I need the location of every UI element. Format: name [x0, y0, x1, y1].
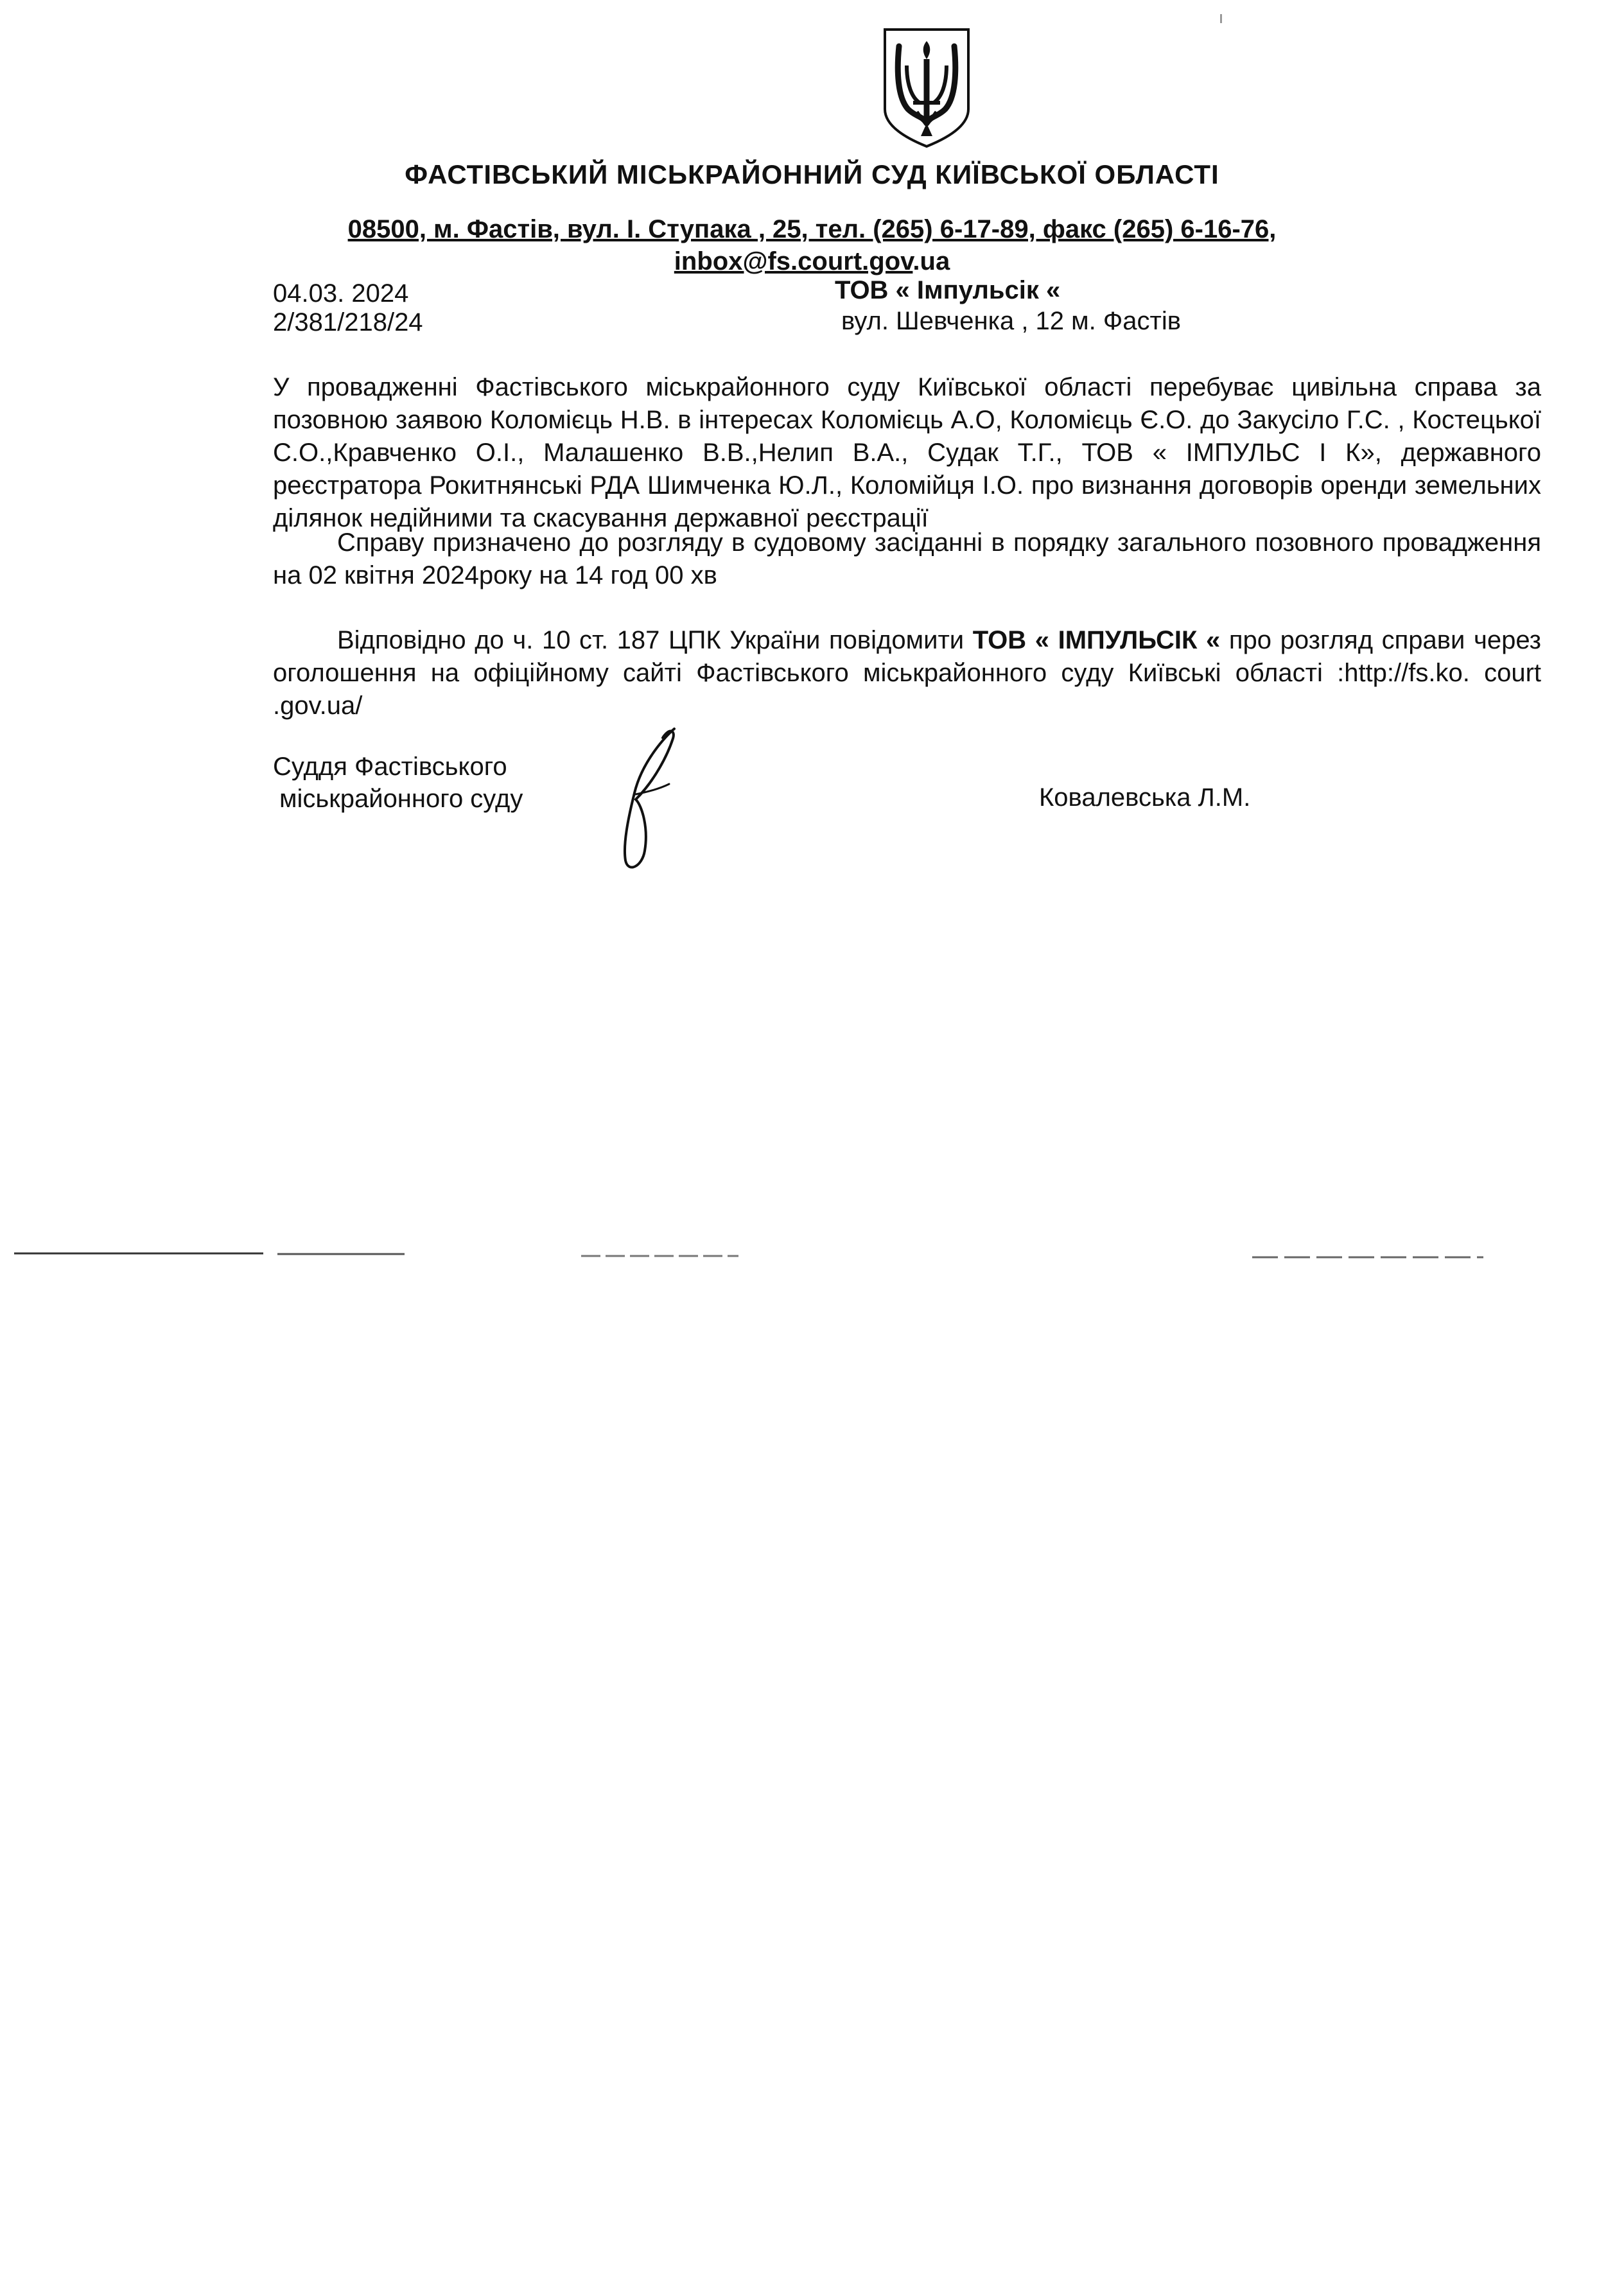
court-email — [0, 247, 1624, 276]
court-address: 08500, м. Фастів, вул. І. Ступака , 25, тел. (265) 6-17-89, факс (265) 6-16-76, — [347, 215, 1277, 243]
document-date: 04.03. 2024 — [273, 279, 409, 308]
email-suffix: .ua — [912, 247, 950, 275]
recipient-name: ТОВ « Імпульсік « — [835, 276, 1061, 304]
outgoing-number: 2/381/218/24 — [273, 308, 423, 336]
judge-position-line-1: Суддя Фастівського — [273, 753, 507, 781]
body-paragraph-2: Справу призначено до розгляду в судовому засіданні в порядку загального позовного провадження на 02 квітня 2024року на 14 год 00 хв — [273, 528, 1541, 589]
handwritten-signature-icon — [597, 722, 687, 876]
paragraph3-text-after: про розгляд справи через оголошення на офіційному сайті Фастівського міськрайонного суду Київські області :http://fs.ko. court .gov.ua/ — [273, 626, 1542, 720]
paragraph3-recipient: ТОВ « ІМПУЛЬСІК « — [972, 626, 1221, 654]
body-paragraph-3 — [273, 624, 1541, 722]
scan-artifact — [1220, 14, 1222, 23]
judge-name: Ковалевська Л.М. — [1039, 783, 1251, 812]
judge-position-line-2: міськрайонного суду — [279, 785, 523, 813]
recipient-address: вул. Шевченка , 12 м. Фастів — [841, 307, 1182, 335]
court-title: ФАСТІВСЬКИЙ МІСЬКРАЙОННИЙ СУД КИЇВСЬКОЇ ОБЛАСТІ — [405, 159, 1219, 189]
email-link[interactable]: inbox@fs.court.gov — [674, 247, 913, 275]
paragraph3-text-before: Відповідно до ч. 10 ст. 187 ЦПК України повідомити — [337, 626, 973, 654]
body-paragraph-1: У провадженні Фастівського міськрайонного суду Київської області перебуває цивільна справа за позовною заявою Коломієць Н.В. в інтересах Коломієць А.О, Коломієць Є.О. до Закусіло Г.С. , Костецької С.О.,Кравченко О.І., Малашенко В.В.,Нелип В.А., Судак Т.Г., ТОВ « ІМПУЛЬС І К», державного реєстратора Рокитнянські РДА Шимченка Ю.Л., Коломійця І.О. про визнання договорів оренди земельних ділянок недійними та скасування державної реєстрації — [273, 373, 1541, 532]
ukraine-trident-icon — [881, 27, 972, 149]
